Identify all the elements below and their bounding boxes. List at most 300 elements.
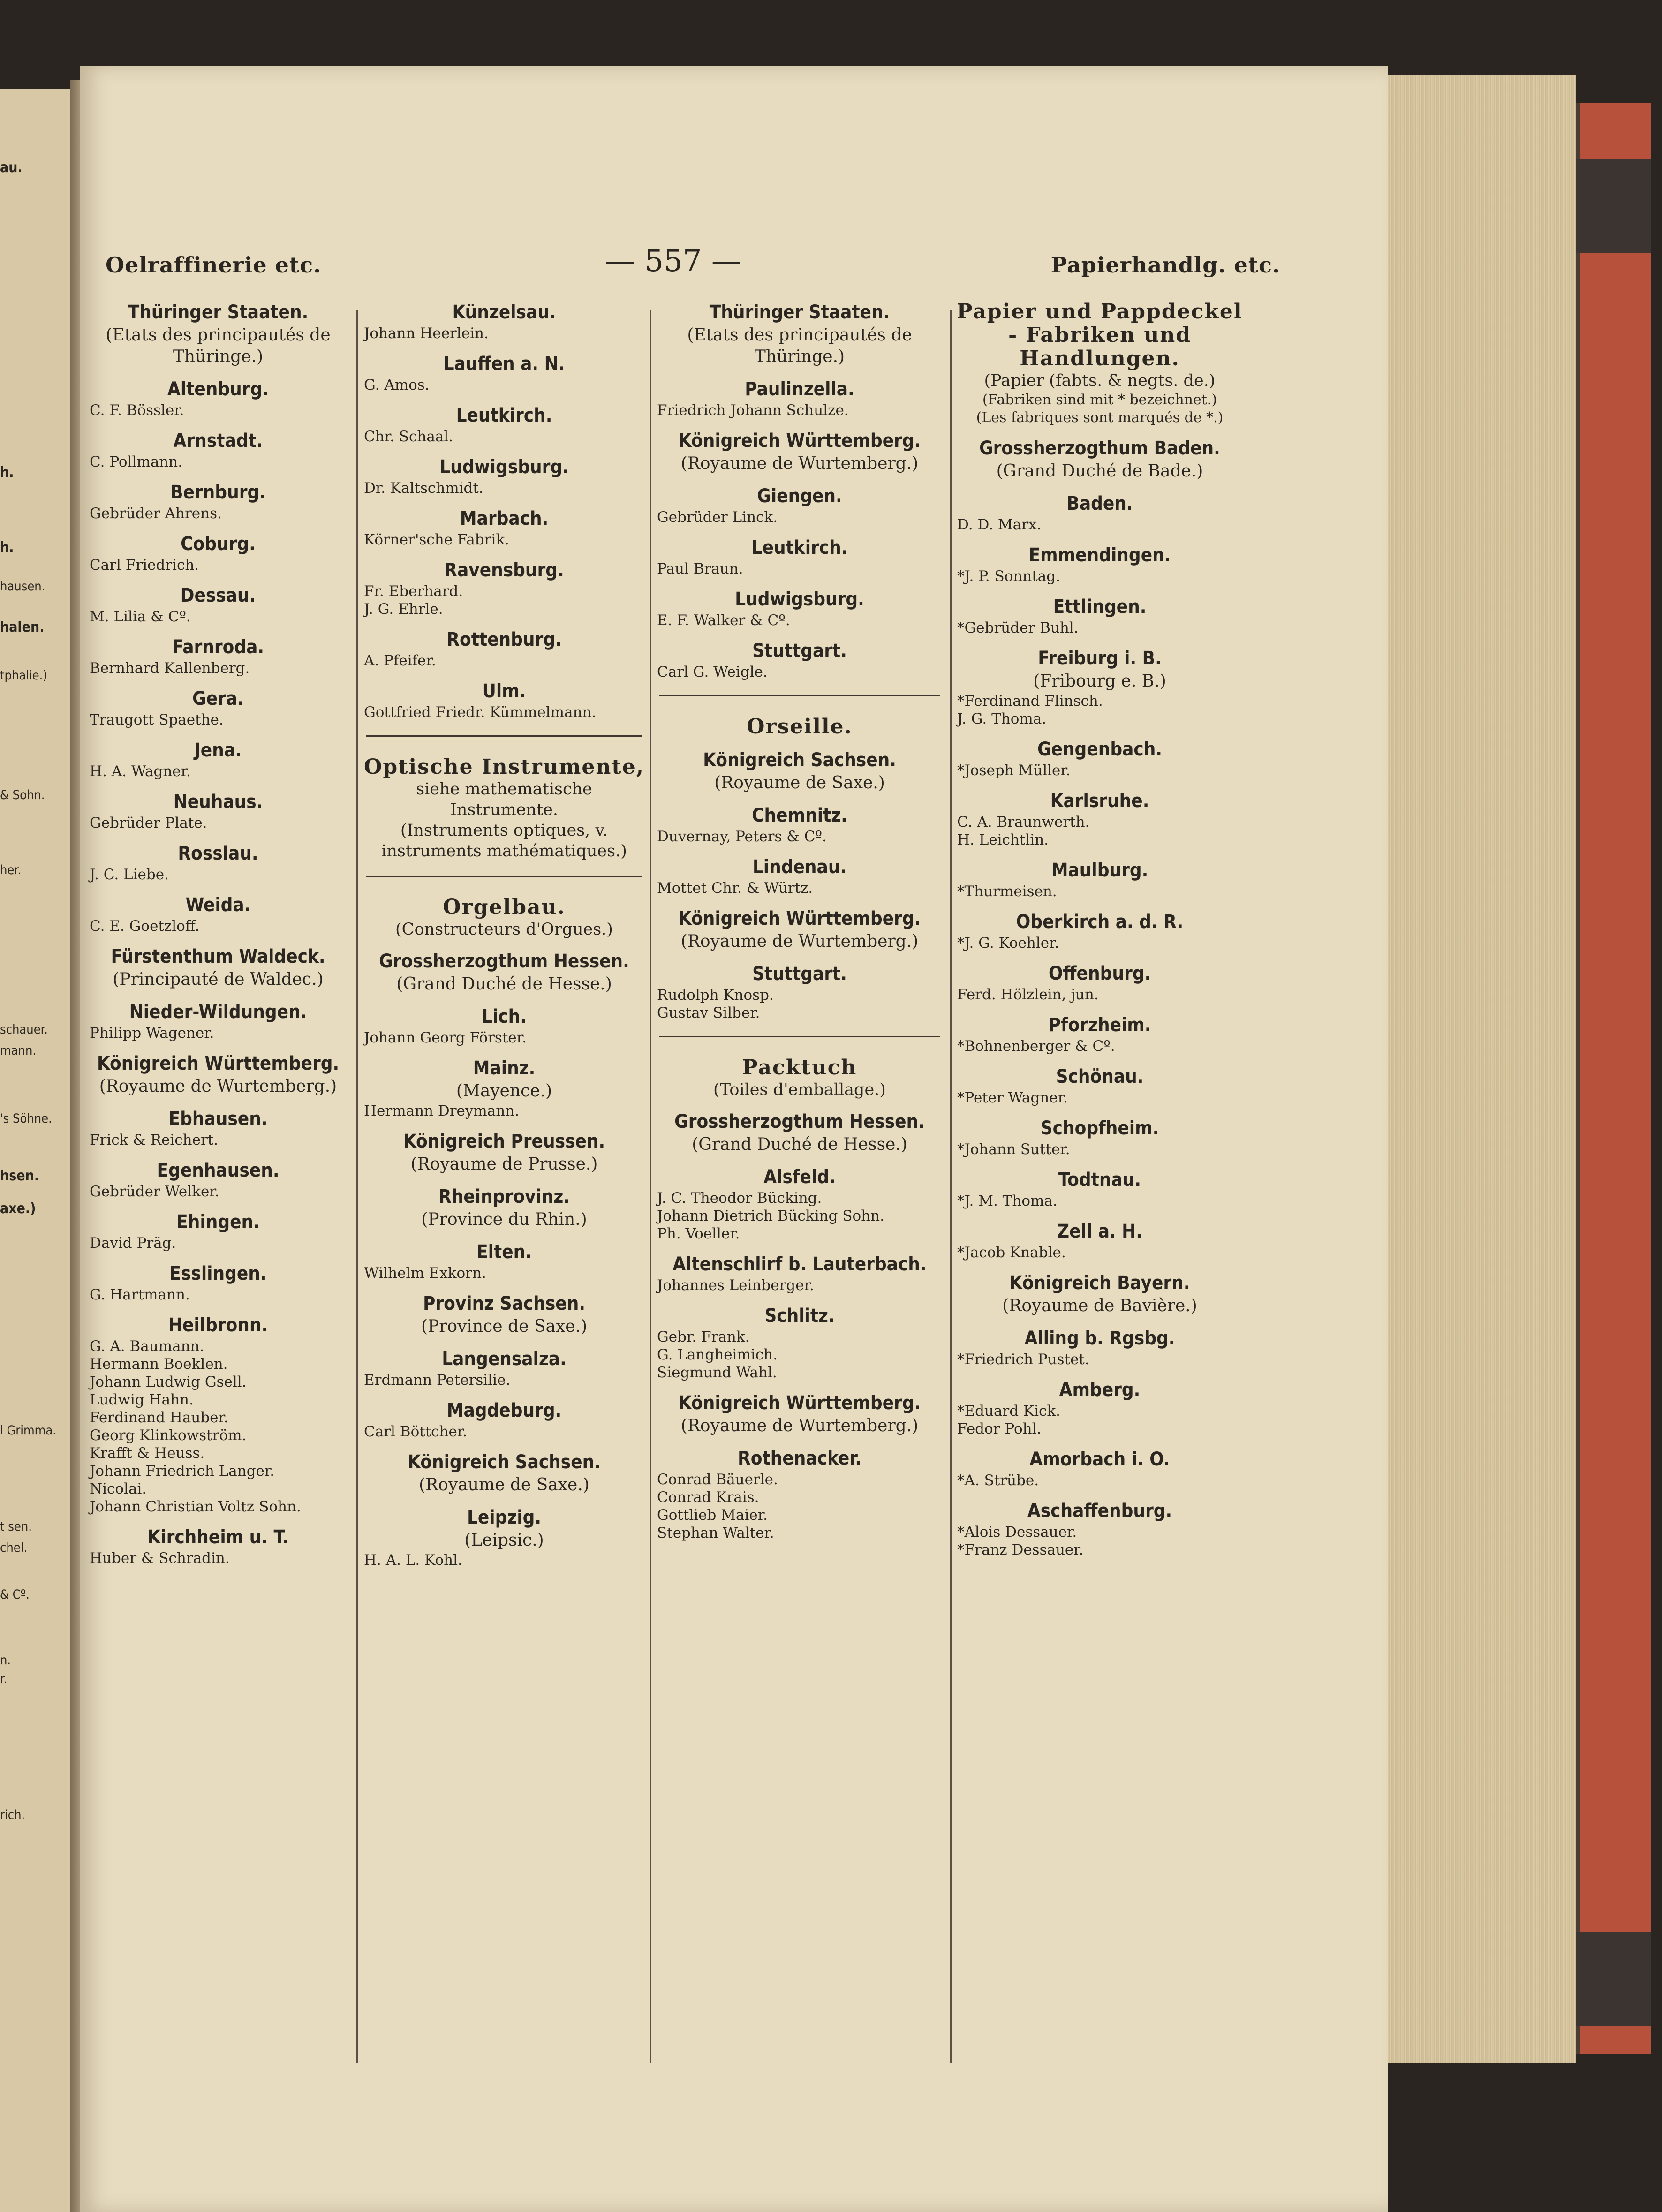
column-rule bbox=[650, 310, 651, 2063]
firm-name: Gebrüder Welker. bbox=[90, 1183, 219, 1200]
firm-name: J. C. Liebe. bbox=[90, 866, 169, 883]
place-heading: Kirchheim u. T. bbox=[147, 1526, 289, 1548]
previous-page-text: halen. bbox=[0, 619, 45, 635]
place-heading: Altenschlirf b. Lauterbach. bbox=[672, 1253, 927, 1275]
directory-entry bbox=[654, 1446, 945, 1542]
place-heading: Thüringer Staaten. bbox=[128, 302, 309, 323]
directory-entry bbox=[954, 1499, 1245, 1559]
firm-name: Chr. Schaal. bbox=[364, 428, 453, 445]
place-heading: Provinz Sachsen. bbox=[423, 1293, 585, 1314]
firm-name: Ludwig Hahn. bbox=[90, 1391, 194, 1408]
directory-entry bbox=[954, 646, 1245, 728]
place-heading: Mainz. bbox=[473, 1057, 536, 1079]
section-divider bbox=[366, 876, 642, 877]
directory-entry bbox=[87, 1158, 349, 1200]
place-heading: Leipzig. bbox=[467, 1507, 542, 1528]
place-subtitle: (Royaume de Saxe.) bbox=[419, 1475, 589, 1495]
place-heading: Lindenau. bbox=[752, 856, 847, 878]
firm-name: Friedrich Johann Schulze. bbox=[657, 402, 849, 419]
firm-name: G. Hartmann. bbox=[90, 1286, 190, 1303]
place-subtitle: (Royaume de Wurtemberg.) bbox=[680, 454, 919, 473]
section-title: Orgelbau. bbox=[443, 895, 566, 919]
firm-name: Philipp Wagener. bbox=[90, 1025, 214, 1042]
section-title: Papier und Pappdeckel - Fabriken und Handlungen. bbox=[957, 300, 1243, 370]
place-heading: Königreich Württemberg. bbox=[97, 1053, 340, 1074]
directory-entry bbox=[654, 962, 945, 1022]
directory-entry bbox=[361, 1450, 647, 1496]
place-heading: Dessau. bbox=[180, 585, 256, 606]
firm-name: *Johann Sutter. bbox=[957, 1141, 1070, 1158]
previous-page-text: h. bbox=[0, 539, 14, 556]
place-subtitle: (Leipsic.) bbox=[464, 1531, 544, 1550]
directory-entry bbox=[87, 1525, 349, 1567]
firm-name: *Jacob Knable. bbox=[957, 1244, 1066, 1261]
firm-name: E. F. Walker & Cº. bbox=[657, 612, 790, 629]
firm-name: G. A. Baumann. bbox=[90, 1338, 204, 1355]
place-heading: Elten. bbox=[476, 1241, 532, 1263]
previous-page-text: & Cº. bbox=[0, 1587, 30, 1602]
directory-entry bbox=[361, 352, 647, 394]
directory-entry bbox=[954, 1013, 1245, 1055]
place-heading: Thüringer Staaten. bbox=[709, 302, 890, 323]
previous-page-text: h. bbox=[0, 464, 14, 481]
place-heading: Königreich Bayern. bbox=[1009, 1272, 1190, 1294]
directory-entry bbox=[954, 910, 1245, 952]
place-subtitle: (Royaume de Bavière.) bbox=[1002, 1296, 1197, 1315]
directory-entry bbox=[654, 748, 945, 794]
previous-page-text: her. bbox=[0, 863, 22, 877]
place-heading: Ludwigsburg. bbox=[735, 589, 864, 610]
directory-entry bbox=[87, 1051, 349, 1097]
firm-name: Frick & Reichert. bbox=[90, 1132, 219, 1148]
place-subtitle: (Fribourg e. B.) bbox=[1033, 672, 1166, 691]
previous-page-text: hausen. bbox=[0, 579, 45, 594]
place-heading: Marbach. bbox=[460, 508, 549, 529]
directory-entry bbox=[954, 1326, 1245, 1368]
firm-name: *Thurmeisen. bbox=[957, 883, 1057, 900]
firm-name: Erdmann Petersilie. bbox=[364, 1372, 511, 1389]
previous-page-text: l Grimma. bbox=[0, 1423, 56, 1438]
place-heading: Neuhaus. bbox=[173, 791, 263, 813]
place-heading: Stuttgart. bbox=[752, 963, 847, 985]
directory-entry bbox=[361, 403, 647, 445]
directory-entry bbox=[954, 858, 1245, 900]
firm-name: Johann Ludwig Gsell. bbox=[90, 1374, 247, 1390]
firm-name: Georg Klinkowström. bbox=[90, 1427, 247, 1444]
page-header bbox=[80, 244, 1388, 281]
previous-page-text: rich. bbox=[0, 1808, 25, 1822]
place-heading: Königreich Württemberg. bbox=[678, 430, 921, 452]
directory-entry bbox=[361, 949, 647, 995]
directory-entry bbox=[87, 1210, 349, 1252]
place-heading: Gengenbach. bbox=[1037, 739, 1163, 760]
firm-name: J. G. Ehrle. bbox=[364, 601, 443, 618]
firm-name: *Franz Dessauer. bbox=[957, 1541, 1084, 1558]
place-heading: Rheinprovinz. bbox=[438, 1186, 570, 1208]
firm-name: Paul Braun. bbox=[657, 560, 743, 577]
directory-entry bbox=[361, 1056, 647, 1120]
place-heading: Schönau. bbox=[1056, 1066, 1144, 1087]
firm-name: J. G. Thoma. bbox=[957, 710, 1047, 727]
directory-entry bbox=[361, 1129, 647, 1175]
place-heading: Königreich Württemberg. bbox=[678, 908, 921, 929]
directory-entry bbox=[954, 491, 1245, 534]
place-heading: Alsfeld. bbox=[763, 1166, 836, 1188]
place-heading: Rottenburg. bbox=[446, 629, 562, 650]
directory-entry bbox=[87, 790, 349, 832]
section-divider bbox=[659, 695, 940, 696]
section-title: Optische Instrumente, bbox=[363, 755, 644, 779]
firm-name: Ferd. Hölzlein, jun. bbox=[957, 986, 1099, 1003]
directory-entry bbox=[954, 1219, 1245, 1261]
firm-name: H. A. L. Kohl. bbox=[364, 1552, 462, 1569]
place-heading: Gera. bbox=[192, 688, 244, 710]
directory-entry bbox=[654, 906, 945, 952]
section-subtitle: (Constructeurs d'Orgues.) bbox=[395, 920, 613, 939]
book-cover bbox=[1576, 103, 1651, 2054]
previous-page-text: schauer. bbox=[0, 1022, 48, 1037]
firm-name: *Alois Dessauer. bbox=[957, 1524, 1077, 1540]
previous-page-text: hsen. bbox=[0, 1168, 39, 1184]
place-subtitle: (Principauté de Waldec.) bbox=[113, 970, 324, 989]
firm-name: Johann Christian Voltz Sohn. bbox=[90, 1498, 301, 1515]
directory-entry bbox=[87, 738, 349, 780]
place-subtitle: (Royaume de Wurtemberg.) bbox=[680, 1416, 919, 1435]
cover-corner bbox=[1576, 159, 1651, 253]
place-heading: Ehingen. bbox=[176, 1211, 260, 1233]
place-heading: Offenburg. bbox=[1048, 963, 1151, 984]
previous-page-text: r. bbox=[0, 1672, 8, 1686]
place-heading: Jena. bbox=[194, 740, 242, 761]
place-heading: Baden. bbox=[1066, 493, 1133, 514]
place-heading: Esslingen. bbox=[169, 1263, 267, 1284]
firm-name: Johann Friedrich Langer. bbox=[90, 1463, 275, 1480]
firm-name: Hermann Boeklen. bbox=[90, 1356, 228, 1373]
directory-entry bbox=[954, 1116, 1245, 1158]
place-heading: Altenburg. bbox=[167, 378, 269, 400]
firm-name: G. Amos. bbox=[364, 377, 430, 393]
firm-name: Gottlieb Maier. bbox=[657, 1507, 768, 1524]
firm-name: Wilhelm Exkorn. bbox=[364, 1265, 486, 1282]
firm-name: *Gebrüder Buhl. bbox=[957, 619, 1079, 636]
place-heading: Ludwigsburg. bbox=[439, 456, 569, 478]
directory-entry bbox=[954, 1064, 1245, 1107]
firm-name: *J. M. Thoma. bbox=[957, 1193, 1058, 1209]
firm-name: *J. P. Sonntag. bbox=[957, 568, 1060, 585]
section-note: (Les fabriques sont marqués de *.) bbox=[976, 409, 1224, 426]
header-left-title: Oelraffinerie etc. bbox=[106, 252, 322, 278]
place-heading: Freiburg i. B. bbox=[1038, 648, 1162, 669]
place-heading: Grossherzogthum Baden. bbox=[979, 438, 1220, 459]
directory-entry bbox=[87, 429, 349, 471]
firm-name: H. A. Wagner. bbox=[90, 763, 191, 780]
place-heading: Königreich Württemberg. bbox=[678, 1392, 921, 1414]
directory-entry bbox=[87, 377, 349, 419]
firm-name: Siegmund Wahl. bbox=[657, 1364, 777, 1381]
place-heading: Ravensburg. bbox=[444, 559, 564, 581]
firm-name: Ferdinand Hauber. bbox=[90, 1409, 228, 1426]
firm-name: Fr. Eberhard. bbox=[364, 583, 463, 600]
firm-name: C. E. Goetzloff. bbox=[90, 918, 200, 935]
directory-entry bbox=[361, 300, 647, 342]
directory-entry bbox=[361, 1505, 647, 1569]
previous-page-text: mann. bbox=[0, 1043, 37, 1058]
directory-entry bbox=[87, 1313, 349, 1516]
place-heading: Alling b. Rgsbg. bbox=[1024, 1328, 1175, 1349]
firm-name: David Präg. bbox=[90, 1235, 176, 1252]
place-heading: Langensalza. bbox=[442, 1348, 567, 1370]
directory-entry bbox=[654, 1391, 945, 1437]
firm-name: *J. G. Koehler. bbox=[957, 935, 1059, 951]
directory-entry bbox=[654, 300, 945, 368]
directory-entry bbox=[654, 587, 945, 629]
place-heading: Ulm. bbox=[482, 680, 526, 702]
directory-entry bbox=[87, 687, 349, 729]
firm-name: Duvernay, Peters & Cº. bbox=[657, 828, 827, 845]
directory-entry bbox=[954, 595, 1245, 637]
previous-page-text: n. bbox=[0, 1653, 11, 1668]
place-heading: Zell a. H. bbox=[1057, 1221, 1142, 1242]
directory-entry bbox=[361, 627, 647, 670]
place-heading: Todtnau. bbox=[1058, 1169, 1141, 1191]
place-heading: Paulinzella. bbox=[745, 378, 854, 400]
place-subtitle: (Grand Duché de Hesse.) bbox=[396, 974, 612, 994]
directory-entry bbox=[654, 639, 945, 681]
directory-entry bbox=[87, 635, 349, 677]
place-subtitle: (Grand Duché de Bade.) bbox=[996, 461, 1203, 481]
firm-name: Conrad Bäuerle. bbox=[657, 1471, 778, 1488]
place-subtitle: (Grand Duché de Hesse.) bbox=[692, 1135, 907, 1154]
directory-entry bbox=[954, 737, 1245, 779]
section-divider bbox=[659, 1036, 940, 1037]
place-heading: Schopfheim. bbox=[1040, 1117, 1159, 1139]
place-subtitle: (Etats des principautés de Thüringe.) bbox=[687, 325, 912, 366]
firm-name: Gottfried Friedr. Kümmelmann. bbox=[364, 704, 597, 721]
previous-page-text: chel. bbox=[0, 1540, 28, 1555]
directory-entry bbox=[954, 543, 1245, 585]
place-subtitle: (Mayence.) bbox=[456, 1081, 552, 1101]
directory-entry bbox=[654, 855, 945, 897]
place-heading: Grossherzogthum Hessen. bbox=[379, 951, 629, 972]
directory-entry bbox=[87, 1000, 349, 1042]
place-heading: Karlsruhe. bbox=[1050, 790, 1149, 812]
place-heading: Coburg. bbox=[181, 533, 256, 555]
place-heading: Maulburg. bbox=[1051, 860, 1148, 881]
firm-name: Johann Heerlein. bbox=[364, 325, 489, 342]
previous-page-text: t sen. bbox=[0, 1519, 32, 1534]
directory-entry bbox=[87, 1261, 349, 1304]
firm-name: Mottet Chr. & Würtz. bbox=[657, 880, 813, 897]
place-heading: Grossherzogthum Hessen. bbox=[674, 1111, 925, 1132]
place-heading: Farnroda. bbox=[172, 636, 264, 658]
firm-name: Johann Dietrich Bücking Sohn. bbox=[657, 1208, 884, 1224]
section-subtitle: (Toiles d'emballage.) bbox=[713, 1080, 886, 1099]
place-subtitle: (Province de Saxe.) bbox=[421, 1317, 588, 1336]
firm-name: Hermann Dreymann. bbox=[364, 1102, 520, 1119]
directory-entry bbox=[954, 436, 1245, 482]
directory-entry bbox=[361, 1185, 647, 1231]
firm-name: G. Langheimich. bbox=[657, 1346, 778, 1363]
place-heading: Bernburg. bbox=[170, 482, 266, 503]
firm-name: *Eduard Kick. bbox=[957, 1403, 1061, 1419]
directory-entry bbox=[654, 484, 945, 526]
place-heading: Lich. bbox=[482, 1006, 527, 1027]
firm-name: Johann Georg Förster. bbox=[364, 1029, 527, 1046]
directory-entry bbox=[654, 1165, 945, 1243]
place-heading: Aschaffenburg. bbox=[1027, 1500, 1172, 1522]
directory-entry bbox=[361, 1291, 647, 1337]
firm-name: C. Pollmann. bbox=[90, 453, 183, 470]
previous-page-edge bbox=[0, 89, 73, 2212]
firm-name: Nicolai. bbox=[90, 1480, 147, 1497]
directory-entry bbox=[87, 893, 349, 935]
directory-entry bbox=[654, 536, 945, 578]
firm-name: C. A. Braunwerth. bbox=[957, 814, 1090, 830]
place-heading: Schlitz. bbox=[764, 1305, 835, 1327]
firm-name: A. Pfeifer. bbox=[364, 652, 436, 669]
previous-page-text: tphalie.) bbox=[0, 668, 47, 683]
column-rule bbox=[950, 310, 952, 2063]
firm-name: Gebrüder Linck. bbox=[657, 509, 778, 526]
place-heading: Königreich Sachsen. bbox=[408, 1451, 601, 1473]
previous-page-text: axe.) bbox=[0, 1200, 36, 1217]
place-heading: Rothenacker. bbox=[738, 1448, 861, 1469]
firm-name: Bernhard Kallenberg. bbox=[90, 660, 250, 677]
directory-entry bbox=[361, 558, 647, 618]
place-heading: Ettlingen. bbox=[1053, 596, 1147, 618]
place-heading: Weida. bbox=[185, 894, 251, 916]
place-heading: Emmendingen. bbox=[1028, 544, 1171, 566]
firm-name: J. C. Theodor Bücking. bbox=[657, 1190, 822, 1207]
directory-entry bbox=[361, 1347, 647, 1389]
place-heading: Königreich Sachsen. bbox=[703, 749, 896, 771]
directory-entry bbox=[87, 300, 349, 368]
firm-name: Johannes Leinberger. bbox=[657, 1277, 814, 1294]
firm-name: Gebrüder Plate. bbox=[90, 815, 207, 831]
directory-entry bbox=[954, 789, 1245, 849]
firm-name: D. D. Marx. bbox=[957, 516, 1042, 533]
directory-entry bbox=[361, 455, 647, 497]
firm-name: *Ferdinand Flinsch. bbox=[957, 693, 1103, 710]
header-right-title: Papierhandlg. etc. bbox=[1050, 252, 1280, 278]
place-heading: Fürstenthum Waldeck. bbox=[111, 946, 325, 967]
firm-name: Fedor Pohl. bbox=[957, 1420, 1042, 1437]
place-heading: Leutkirch. bbox=[751, 537, 848, 559]
directory-entry bbox=[954, 1168, 1245, 1210]
section-note: siehe mathematische Instrumente. bbox=[416, 780, 592, 819]
firm-name: Dr. Kaltschmidt. bbox=[364, 480, 483, 497]
firm-name: *Joseph Müller. bbox=[957, 762, 1071, 779]
directory-entry bbox=[361, 1398, 647, 1441]
place-subtitle: (Royaume de Saxe.) bbox=[714, 773, 885, 793]
place-heading: Pforzheim. bbox=[1048, 1014, 1151, 1036]
place-heading: Ebhausen. bbox=[168, 1108, 268, 1130]
place-heading: Arnstadt. bbox=[173, 430, 263, 452]
section-note: (Fabriken sind mit * bezeichnet.) bbox=[982, 392, 1217, 408]
firm-name: Gebr. Frank. bbox=[657, 1329, 750, 1345]
cover-corner bbox=[1576, 1932, 1651, 2026]
directory-entry bbox=[654, 377, 945, 419]
directory-entry bbox=[87, 841, 349, 883]
previous-page-text: 's Söhne. bbox=[0, 1111, 52, 1126]
directory-entry bbox=[954, 1271, 1245, 1317]
directory-entry bbox=[954, 961, 1245, 1004]
column-rule bbox=[356, 310, 358, 2063]
directory-entry bbox=[87, 1107, 349, 1149]
firm-name: Stephan Walter. bbox=[657, 1525, 774, 1541]
section-note: (Instruments optiques, v. instruments mathématiques.) bbox=[381, 821, 627, 861]
place-heading: Egenhausen. bbox=[157, 1160, 280, 1181]
firm-name: Krafft & Heuss. bbox=[90, 1445, 205, 1462]
firm-name: *A. Strübe. bbox=[957, 1472, 1039, 1489]
firm-name: M. Lilia & Cº. bbox=[90, 608, 191, 625]
place-subtitle: (Province du Rhin.) bbox=[421, 1210, 587, 1229]
section-title: Orseille. bbox=[747, 715, 853, 739]
section-title: Packtuch bbox=[742, 1056, 857, 1080]
firm-name: Körner'sche Fabrik. bbox=[364, 531, 509, 548]
place-heading: Königreich Preussen. bbox=[403, 1131, 605, 1152]
place-heading: Heilbronn. bbox=[168, 1314, 268, 1336]
page-number: — 557 — bbox=[605, 244, 741, 279]
firm-name: *Friedrich Pustet. bbox=[957, 1351, 1089, 1368]
column-3 bbox=[654, 300, 945, 2082]
firm-name: *Bohnenberger & Cº. bbox=[957, 1038, 1115, 1055]
firm-name: H. Leichtlin. bbox=[957, 831, 1049, 848]
section-divider bbox=[366, 735, 642, 737]
firm-name: Gustav Silber. bbox=[657, 1004, 760, 1021]
directory-entry bbox=[361, 1240, 647, 1282]
firm-name: Carl G. Weigle. bbox=[657, 664, 768, 680]
directory-entry bbox=[954, 1447, 1245, 1489]
column-4 bbox=[954, 300, 1245, 2082]
firm-name: C. F. Bössler. bbox=[90, 402, 184, 419]
page-block-edge bbox=[1388, 75, 1576, 2063]
directory-entry bbox=[654, 429, 945, 475]
place-subtitle: (Royaume de Prusse.) bbox=[410, 1155, 598, 1174]
place-heading: Nieder-Wildungen. bbox=[129, 1001, 307, 1023]
directory-entry bbox=[954, 1378, 1245, 1438]
place-heading: Künzelsau. bbox=[452, 302, 556, 323]
place-heading: Chemnitz. bbox=[752, 805, 847, 826]
section-subtitle: (Papier (fabts. & negts. de.) bbox=[984, 371, 1216, 390]
place-heading: Stuttgart. bbox=[752, 640, 847, 662]
place-heading: Lauffen a. N. bbox=[443, 353, 565, 375]
firm-name: Carl Böttcher. bbox=[364, 1423, 468, 1440]
directory-entry bbox=[361, 679, 647, 721]
place-subtitle: (Etats des principautés de Thüringe.) bbox=[106, 325, 331, 366]
previous-page-text: & Sohn. bbox=[0, 788, 45, 802]
directory-entry bbox=[361, 506, 647, 549]
firm-name: Conrad Krais. bbox=[657, 1489, 759, 1506]
place-heading: Rosslau. bbox=[178, 843, 258, 864]
directory-entry bbox=[87, 944, 349, 990]
column-1 bbox=[87, 300, 349, 2082]
directory-entry bbox=[87, 480, 349, 522]
directory-entry bbox=[87, 532, 349, 574]
place-heading: Magdeburg. bbox=[446, 1400, 562, 1421]
place-heading: Giengen. bbox=[757, 485, 842, 507]
place-heading: Amberg. bbox=[1059, 1379, 1141, 1401]
page bbox=[80, 66, 1388, 2212]
firm-name: Carl Friedrich. bbox=[90, 557, 199, 574]
directory-entry bbox=[654, 1252, 945, 1294]
place-subtitle: (Royaume de Wurtemberg.) bbox=[99, 1077, 337, 1096]
firm-name: Gebrüder Ahrens. bbox=[90, 505, 222, 522]
directory-entry bbox=[361, 1004, 647, 1047]
directory-entry bbox=[654, 1110, 945, 1155]
firm-name: Rudolph Knosp. bbox=[657, 987, 774, 1004]
place-heading: Leutkirch. bbox=[456, 405, 552, 426]
